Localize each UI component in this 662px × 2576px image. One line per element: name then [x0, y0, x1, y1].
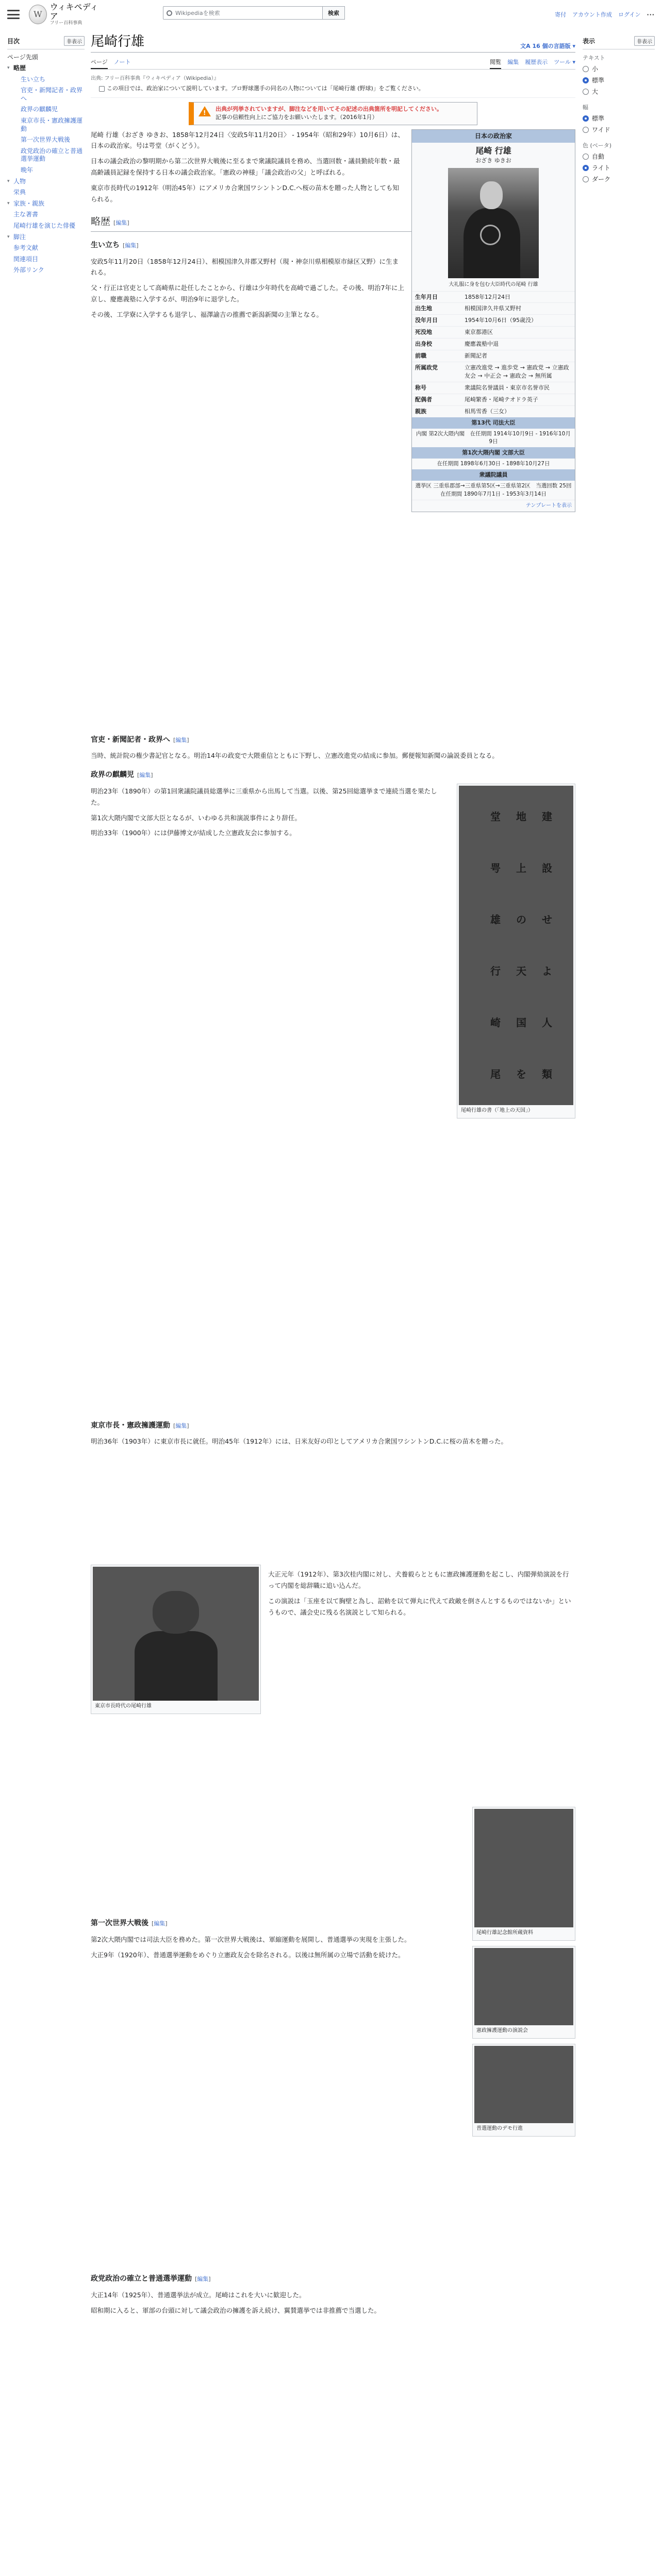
search-input[interactable] [163, 6, 323, 20]
color-option-label: ライト [592, 164, 610, 172]
thumbnail-caption: 憲政擁護運動の演説会 [476, 2028, 528, 2034]
toc-bullet [7, 189, 13, 190]
radio-icon[interactable] [583, 154, 589, 160]
paragraph: 安政5年11月20日（1858年12月24日）、相模国津久井郡又野村（現・神奈川県相模原市緑区又野）に生まれる。 [91, 257, 399, 277]
lead-paragraph-1: 尾崎 行雄（おざき ゆきお、1858年12月24日〈安政5年11月20日〉 - 1954年（昭和29年）10月6日）は、日本の政治家。号は咢堂（がくどう）。 [91, 130, 404, 150]
paragraph: 当時、統計院の権少書記官となる。明治14年の政変で大隈重信とともに下野し、立憲改進党の結成に参加。郵便報知新聞の論説委員となる。 [91, 752, 499, 760]
chevron-down-icon[interactable]: ▾ [7, 234, 10, 240]
paragraph: 昭和期に入ると、軍部の台頭に対して議会政治の擁護を訴え続け、翼賛選挙では非推薦で当選した。 [91, 2306, 381, 2314]
radio-icon[interactable] [583, 165, 589, 171]
text-size-option-label: 標準 [592, 77, 605, 84]
section-edit-link[interactable]: [編集] [195, 2276, 211, 2283]
more-menu-icon[interactable]: ··· [647, 11, 655, 18]
paragraph: 父・行正は官吏として高崎県に赴任したことから、行雄は少年時代を高崎で過ごした。その後、明治7年に上京し、慶應義塾に入学するが、明治9年に退学した。 [91, 284, 404, 303]
width-option[interactable] [583, 125, 655, 134]
toc-bullet [14, 76, 21, 77]
toc-item[interactable] [7, 266, 85, 275]
section-edit-link[interactable]: [編集] [123, 242, 139, 249]
infobox-value: 相模国津久井県又野村 [465, 305, 521, 312]
thumbnail-caption: 尾崎行雄の書（「地上の天国」） [461, 1107, 533, 1113]
infobox-value: 衆議院名誉議員・東京市名誉市民 [465, 384, 550, 392]
toc-item[interactable] [7, 64, 85, 73]
appearance-panel [583, 36, 655, 191]
spacer [91, 2142, 575, 2265]
toc-item[interactable] [7, 178, 85, 186]
toc-item-label: 政党政治の確立と普通選挙運動 [21, 147, 83, 163]
width-label: 幅 [583, 104, 588, 111]
toc-item[interactable] [7, 244, 85, 252]
office-heading-1: 第13代 司法大臣 [412, 417, 575, 429]
infobox-key: 没年月日 [415, 317, 438, 324]
width-option-label: 標準 [592, 115, 605, 122]
calligraphy-image: 堂 咢 雄 行 崎 尾 地 上 の 天 国 を 建 設 せ よ 人 類 [459, 786, 573, 1105]
toc-bullet [7, 266, 13, 267]
hatnote-text: この項目では、政治家について説明しています。プロ野球選手の同名の人物については「尾崎行雄 (野球)」をご覧ください。 [107, 85, 424, 92]
search-form [163, 6, 345, 20]
chevron-down-icon[interactable]: ▾ [7, 178, 10, 184]
spacer [91, 1124, 575, 1412]
archive-image [474, 1809, 573, 1927]
toc-item[interactable] [7, 76, 85, 84]
subsection-heading-rising-star: 政界の麒麟児 [編集] [91, 771, 153, 779]
infobox-row [412, 338, 575, 350]
template-link[interactable]: テンプレートを表示 [412, 500, 575, 512]
toc-item[interactable] [7, 222, 85, 230]
toc-item-label: 主な著書 [13, 211, 39, 218]
maintenance-notice [189, 102, 477, 125]
infobox-row [412, 302, 575, 314]
thumbnail-caption: 東京市長時代の尾崎行雄 [95, 1703, 152, 1709]
thumbnail-calligraphy[interactable] [457, 784, 575, 1118]
toc-item-label: 晩年 [21, 166, 34, 174]
create-account-link[interactable]: アカウント作成 [572, 11, 612, 18]
infobox-row [412, 291, 575, 303]
portrait-image [93, 1567, 259, 1701]
language-icon: 文A [520, 43, 533, 49]
lead-paragraph-2: 日本の議会政治の黎明期から第二次世界大戦後に至るまで衆議院議員を務め、当選回数・議員勤続年数・最高齢議員記録を保持する日本の議会政治家。「憲政の神様」「議会政治の父」と呼ばれる。 [91, 157, 400, 177]
section-edit-link[interactable]: [編集] [137, 772, 153, 779]
infobox-row [412, 326, 575, 338]
toc-item-label: 政界の麒麟児 [21, 106, 58, 113]
thumbnail-group-2[interactable] [472, 2044, 575, 2137]
source-line: 出典: フリー百科事典『ウィキペディア（Wikipedia）』 [91, 76, 219, 81]
lead-paragraph-3: 東京市長時代の1912年（明治45年）にアメリカ合衆国ワシントンD.C.へ桜の苗木を贈った人物としても知られる。 [91, 184, 399, 203]
radio-icon[interactable] [583, 115, 589, 122]
paragraph: 明治33年（1900年）には伊藤博文が結成した立憲政友会に参加する。 [91, 829, 296, 837]
table-of-contents [7, 36, 85, 278]
infobox-row [412, 405, 575, 417]
disambiguation-icon [99, 86, 105, 92]
toc-item[interactable] [7, 211, 85, 219]
infobox [411, 129, 575, 513]
toc-item[interactable] [7, 117, 85, 133]
thumbnail-group-1[interactable] [472, 1946, 575, 2039]
chevron-down-icon[interactable]: ▾ [7, 200, 10, 206]
paragraph: 大正9年（1920年）、普通選挙運動をめぐり立憲政友会を除名される。以後は無所属の立場で活動を続けた。 [91, 1951, 405, 1959]
toc-item-label: 東京市長・憲政擁護運動 [21, 116, 83, 132]
paragraph: 第2次大隈内閣では司法大臣を務めた。第一次世界大戦後は、軍縮運動を展開し、普通選挙の実現を主張した。 [91, 1935, 411, 1943]
hatnote [91, 83, 575, 98]
color-option-label: 自動 [592, 153, 605, 160]
office-terms-2: 在任期間 1898年6月30日 - 1898年10月27日 [437, 461, 550, 467]
subsection-heading-official: 官吏・新聞記者・政界へ [編集] [91, 735, 189, 744]
section-edit-link[interactable]: [編集] [152, 1920, 168, 1927]
toc-item-label: 生い立ち [21, 75, 46, 83]
color-option[interactable] [583, 163, 655, 172]
toc-bullet [14, 166, 21, 167]
page-title: 尾崎行雄 [91, 34, 145, 49]
notice-title[interactable]: 出典が列挙されていますが、脚注などを用いてその記述の出典箇所を明記してください。 [216, 105, 442, 112]
paragraph: この演説は「玉座を以て胸壁と為し、詔勅を以て弾丸に代えて政敵を倒さんとするものではないか」というもので、議会史に残る名演説として知られる。 [268, 1597, 571, 1616]
text-size-label: テキスト [583, 55, 605, 61]
width-option-label: ワイド [592, 126, 610, 133]
thumbnail-caption: 普選運動のデモ行進 [476, 2126, 523, 2132]
paragraph: その後、工学寮に入学するも退学し、福澤諭吉の推薦で新潟新聞の主筆となる。 [91, 311, 323, 318]
section-edit-link[interactable]: [編集] [173, 736, 189, 743]
tab-read[interactable]: 閲覧 [490, 56, 501, 69]
language-button[interactable]: 文A 16 個の言語版 ▾ [520, 43, 575, 49]
infobox-caption: 大礼服に身を包む大臣時代の尾崎 行雄 [449, 282, 538, 288]
subsection-heading-tokyo-mayor: 東京市長・憲政擁護運動 [編集] [91, 1421, 189, 1430]
user-links [555, 10, 655, 19]
infobox-row [412, 382, 575, 394]
infobox-value: 1858年12月24日 [465, 293, 510, 300]
search-placeholder: Wikipediaを検索 [175, 10, 220, 16]
toc-bullet [7, 211, 13, 212]
toc-item[interactable] [7, 136, 85, 144]
appearance-hide-button[interactable]: 非表示 [634, 36, 655, 46]
infobox-key: 所属政党 [415, 364, 438, 371]
login-link[interactable]: ログイン [618, 11, 641, 18]
office-heading-2: 第1次大隈内閣 文部大臣 [412, 447, 575, 459]
infobox-value: 東京都港区 [465, 329, 493, 336]
spacer [91, 1719, 575, 1807]
appearance-heading: 表示 [583, 38, 595, 45]
infobox-value: 相馬雪香（三女） [465, 408, 510, 415]
toc-bullet [14, 147, 21, 148]
infobox-value: 新聞記者 [465, 352, 487, 360]
toc-item[interactable] [7, 106, 85, 114]
text-size-option[interactable] [583, 87, 655, 96]
site-logo[interactable] [29, 3, 101, 26]
infobox-row [412, 314, 575, 326]
toc-item-label: 官吏・新聞記者・政界へ [21, 87, 83, 102]
toc-item-label: 関連項目 [13, 255, 39, 263]
toc-item[interactable] [7, 189, 85, 197]
section-edit-link[interactable]: [編集] [113, 219, 129, 226]
donate-link[interactable]: 寄付 [555, 11, 567, 18]
infobox-key: 死没地 [415, 329, 432, 336]
language-count: 16 個の言語版 [532, 43, 571, 49]
toc-bullet [7, 256, 13, 257]
infobox-row [412, 362, 575, 382]
toc-item[interactable] [7, 87, 85, 103]
thumbnail-portrait[interactable] [91, 1565, 261, 1714]
toc-item[interactable] [7, 166, 85, 175]
toc-item-label: 尾崎行雄を演じた俳優 [13, 222, 76, 229]
infobox-key: 配偶者 [415, 396, 432, 403]
toc-item-label: 参考文献 [13, 244, 39, 252]
warning-icon: ! [198, 105, 211, 117]
subsection-heading-party-politics: 政党政治の確立と普通選挙運動 [編集] [91, 2275, 211, 2283]
toc-item-label: 栄典 [13, 189, 26, 196]
toc-item-label: 人物 [13, 177, 26, 185]
toc-item[interactable] [7, 233, 85, 242]
toc-top-link[interactable]: ページ先頭 [7, 54, 38, 61]
color-label: 色 (ベータ) [583, 142, 612, 149]
infobox-value: 慶應義塾中退 [465, 341, 499, 348]
group-photo-1 [474, 1948, 573, 2025]
infobox-header: 日本の政治家 [412, 130, 575, 143]
radio-icon[interactable] [583, 176, 589, 182]
thumbnail-caption: 尾崎行雄記念館所蔵資料 [476, 1930, 533, 1936]
main-menu-button[interactable] [7, 10, 20, 19]
text-size-option-label: 小 [592, 65, 599, 73]
section-heading-history: 略歴 [編集] [91, 213, 575, 232]
infobox-row [412, 394, 575, 405]
paragraph: 第1次大隈内閣で文部大臣となるが、いわゆる共和演説事件により辞任。 [91, 814, 301, 822]
toc-item[interactable] [7, 256, 85, 264]
infobox-name: 尾崎 行雄 [475, 145, 511, 156]
width-option[interactable] [583, 114, 655, 123]
toc-item-label: 外部リンク [13, 266, 44, 274]
infobox-key: 生年月日 [415, 293, 438, 300]
toc-bullet [14, 106, 21, 107]
tab-edit[interactable]: 編集 [507, 59, 519, 65]
toc-item[interactable] [7, 147, 85, 163]
paragraph: 明治23年（1890年）の第1回衆議院議員総選挙に三重県から出馬して当選。以後、第25回総選挙まで連続当選を果たした。 [91, 787, 437, 806]
thumbnail-archive[interactable] [472, 1807, 575, 1941]
tab-history[interactable]: 履歴表示 [525, 59, 548, 65]
infobox-key: 称号 [415, 384, 426, 392]
radio-icon[interactable] [583, 127, 589, 133]
paragraph: 大正元年（1912年）、第3次桂内閣に対し、犬養毅らとともに憲政擁護運動を起こし、内閣弾劾演説を行って内閣を総辞職に追い込んだ。 [268, 1570, 569, 1589]
notice-body: 記事の信頼性向上にご協力をお願いいたします。（2016年1月） [216, 114, 378, 121]
infobox-value: 尾崎繁香・尾崎テオドラ英子 [465, 396, 538, 403]
toc-bullet [7, 244, 13, 245]
search-button[interactable]: 検索 [323, 6, 345, 20]
infobox-photo[interactable] [448, 168, 539, 278]
text-size-option[interactable] [583, 64, 655, 73]
tab-tools[interactable]: ツール ▾ [554, 59, 575, 65]
paragraph: 大正14年（1925年）、普通選挙法が成立。尾崎はこれを大いに歓迎した。 [91, 2291, 306, 2299]
toc-item-label: 第一次世界大戦後 [21, 136, 71, 144]
toc-item[interactable] [7, 200, 85, 208]
toc-item-label: 脚注 [13, 233, 26, 241]
infobox-kana: おざき ゆきお [475, 157, 511, 164]
color-option[interactable] [583, 152, 655, 161]
spacer [91, 1451, 575, 1565]
section-edit-link[interactable]: [編集] [173, 1422, 189, 1429]
main-content [91, 31, 575, 2320]
infobox-key: 親族 [415, 408, 426, 415]
search-icon [167, 10, 172, 16]
infobox-key: 出生地 [415, 305, 432, 312]
toc-hide-button[interactable]: 非表示 [64, 36, 85, 46]
infobox-row [412, 350, 575, 362]
logo-title: ウィキペディア [49, 2, 98, 22]
toc-bullet [14, 87, 21, 88]
toc-heading: 目次 [7, 38, 20, 45]
tab-talk[interactable]: ノート [113, 59, 131, 65]
office-terms-3: 選挙区 三重県郡部→三重県第5区→三重県第2区 当選回数 25回 在任期間 1890年7月1日 - 1953年3月14日 [415, 483, 577, 497]
subsection-heading-early-life: 生い立ち [編集] [91, 241, 139, 249]
office-heading-3: 衆議院議員 [412, 469, 575, 481]
tab-page[interactable]: ページ [91, 56, 108, 69]
paragraph: 明治36年（1903年）に東京市長に就任。明治45年（1912年）には、日米友好の印としてアメリカ合衆国ワシントンD.C.に桜の苗木を贈った。 [91, 1437, 508, 1446]
infobox-key: 出身校 [415, 341, 432, 348]
toc-bullet [7, 222, 13, 223]
subsection-heading-postwar: 第一次世界大戦後 [編集] [91, 1919, 168, 1928]
site-header [0, 0, 662, 29]
logo-tagline: フリー百科事典 [49, 20, 82, 26]
toc-item-label: 家族・親族 [13, 199, 45, 207]
toc-item-label: 略歴 [13, 64, 26, 72]
toc-bullet [14, 117, 21, 118]
wikipedia-globe-icon: W [29, 5, 47, 24]
radio-icon[interactable] [583, 66, 589, 72]
office-terms-1: 内閣 第2次大隈内閣 在任期間 1914年10月9日 - 1916年10月9日 [416, 430, 571, 445]
toc-bullet [14, 136, 21, 137]
color-option[interactable] [583, 175, 655, 183]
radio-icon[interactable] [583, 89, 589, 95]
radio-icon[interactable] [583, 77, 589, 83]
group-photo-2 [474, 2046, 573, 2123]
infobox-value: 立憲改進党 → 進歩党 → 憲政党 → 立憲政友会 → 中正会 → 憲政会 → 無所属 [465, 364, 569, 380]
infobox-key: 前職 [415, 352, 426, 360]
chevron-down-icon[interactable]: ▾ [7, 65, 10, 71]
color-option-label: ダーク [592, 176, 611, 183]
text-size-option-label: 大 [592, 88, 599, 95]
infobox-value: 1954年10月6日（95歳没） [465, 317, 537, 324]
text-size-option[interactable] [583, 76, 655, 84]
